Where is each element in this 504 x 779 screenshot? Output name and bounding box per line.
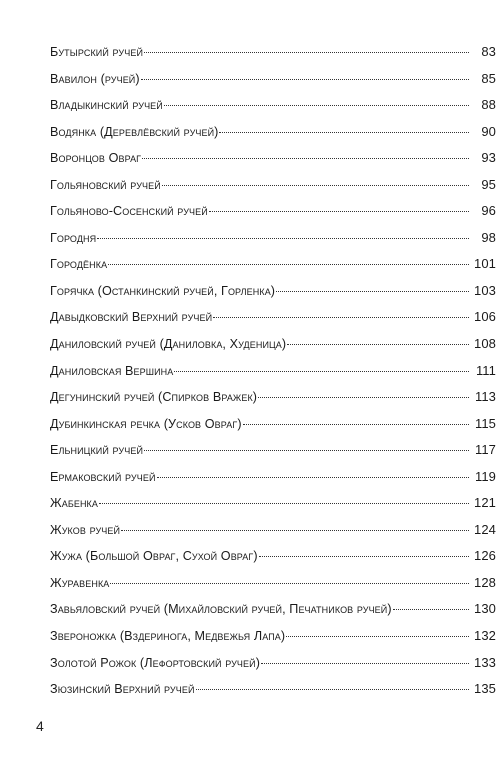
toc-entry — [50, 522, 496, 549]
toc-entry-title: Завьяловский ручей (Михайловский ручей, Печатников ручей) — [50, 602, 392, 617]
toc-entry-title: Вавилон (ручей) — [50, 71, 140, 86]
toc-entry-title: Бутырский ручей — [50, 45, 144, 59]
toc-dot-leader — [144, 441, 469, 451]
toc-dot-leader — [142, 149, 469, 159]
toc-entry — [50, 548, 496, 575]
toc-entry-page: 133 — [474, 654, 496, 670]
toc-dot-leader — [243, 415, 469, 425]
toc-dot-leader — [276, 282, 469, 292]
toc-entry-page: 108 — [474, 336, 496, 352]
toc-entry-title: Городня — [50, 230, 97, 245]
toc-dot-leader — [213, 308, 469, 318]
toc-entry-title: Дубинкинская речка (Усков Овраг) — [50, 416, 242, 431]
toc-entry — [50, 283, 496, 310]
toc-entry-page: 101 — [474, 256, 496, 272]
toc-entry — [50, 363, 496, 390]
toc-entry — [50, 389, 496, 416]
toc-entry-page: 98 — [481, 229, 496, 245]
toc-entry — [50, 601, 496, 628]
toc-entry-title: Горячка (Останкинский ручей, Горленка) — [50, 283, 276, 298]
toc-entry-page: 128 — [474, 574, 496, 590]
toc-entry-title: Водянка (Деревлёвский ручей) — [50, 124, 219, 139]
toc-dot-leader — [174, 362, 469, 372]
toc-entry-page: 83 — [481, 44, 496, 59]
toc-entry-title: Даниловский ручей (Даниловка, Худеница) — [50, 337, 287, 352]
toc-dot-leader — [162, 176, 469, 186]
toc-entry — [50, 150, 496, 177]
toc-entry-title: Зюзинский Верхний ручей — [50, 682, 195, 697]
toc-entry-page: 119 — [474, 468, 496, 484]
toc-dot-leader — [287, 335, 469, 345]
toc-entry-page: 132 — [474, 628, 496, 644]
toc-dot-leader — [258, 388, 469, 398]
toc-dot-leader — [164, 96, 469, 106]
toc-entry-page: 96 — [481, 203, 496, 219]
toc-dot-leader — [286, 627, 469, 637]
toc-entry-page: 95 — [481, 176, 496, 192]
table-of-contents — [50, 44, 496, 708]
toc-entry-title: Даниловская Вершина — [50, 363, 174, 378]
toc-entry-page: 121 — [474, 495, 496, 511]
toc-entry-page: 103 — [474, 282, 496, 298]
toc-entry — [50, 230, 496, 257]
toc-entry — [50, 416, 496, 443]
toc-entry-page: 93 — [481, 150, 496, 166]
toc-entry-title: Жужа (Большой Овраг, Сухой Овраг) — [50, 549, 258, 564]
toc-dot-leader — [219, 123, 469, 133]
toc-entry — [50, 575, 496, 602]
page-number: 4 — [36, 718, 44, 734]
toc-entry — [50, 256, 496, 283]
toc-entry-page: 124 — [474, 521, 496, 537]
toc-entry-page: 90 — [481, 123, 496, 139]
toc-entry — [50, 336, 496, 363]
toc-entry-title: Жабенка — [50, 496, 98, 511]
toc-entry-title: Ермаковский ручей — [50, 469, 156, 484]
toc-entry — [50, 442, 496, 469]
toc-entry-title: Владыкинский ручей — [50, 98, 163, 113]
toc-entry-title: Звероножка (Вздеринога, Медвежья Лапа) — [50, 629, 286, 644]
toc-entry-page: 88 — [481, 97, 496, 113]
toc-entry-page: 117 — [474, 442, 496, 458]
toc-dot-leader — [121, 521, 469, 531]
toc-dot-leader — [259, 547, 469, 557]
toc-entry — [50, 655, 496, 682]
toc-entry-page: 115 — [474, 415, 496, 431]
toc-entry — [50, 469, 496, 496]
toc-entry-title: Давыдковский Верхний ручей — [50, 310, 213, 325]
toc-entry-title: Городёнка — [50, 257, 108, 272]
toc-entry — [50, 309, 496, 336]
toc-dot-leader — [108, 255, 469, 265]
toc-dot-leader — [144, 43, 469, 53]
toc-entry-title: Ельницкий ручей — [50, 443, 144, 458]
toc-entry-page: 135 — [474, 681, 496, 697]
toc-dot-leader — [196, 680, 469, 690]
toc-dot-leader — [157, 468, 469, 478]
toc-entry-title: Воронцов Овраг — [50, 151, 142, 166]
toc-dot-leader — [97, 229, 469, 239]
toc-entry-page: 106 — [474, 309, 496, 325]
toc-entry — [50, 71, 496, 98]
toc-dot-leader — [141, 70, 469, 80]
toc-entry — [50, 681, 496, 708]
toc-entry-page: 111 — [475, 362, 496, 378]
toc-entry — [50, 177, 496, 204]
toc-entry — [50, 44, 496, 71]
toc-entry-page: 85 — [481, 70, 496, 86]
toc-entry — [50, 203, 496, 230]
toc-entry — [50, 495, 496, 522]
toc-entry-page: 126 — [474, 548, 496, 564]
toc-entry-page: 130 — [474, 601, 496, 617]
toc-entry-title: Гольяновский ручей — [50, 177, 161, 192]
toc-dot-leader — [209, 202, 469, 212]
toc-dot-leader — [261, 654, 469, 664]
toc-entry-title: Жуков ручей — [50, 522, 121, 537]
toc-entry-page: 113 — [474, 389, 496, 405]
toc-dot-leader — [99, 494, 469, 504]
toc-entry-title: Журавенка — [50, 575, 110, 590]
toc-dot-leader — [393, 600, 469, 610]
toc-entry — [50, 124, 496, 151]
toc-entry — [50, 97, 496, 124]
toc-dot-leader — [110, 574, 469, 584]
toc-entry-title: Гольяново-Сосенский ручей — [50, 204, 208, 219]
toc-entry — [50, 628, 496, 655]
toc-entry-title: Золотой Рожок (Лефортовский ручей) — [50, 655, 260, 670]
toc-entry-title: Дегунинский ручей (Спирков Вражек) — [50, 390, 258, 405]
